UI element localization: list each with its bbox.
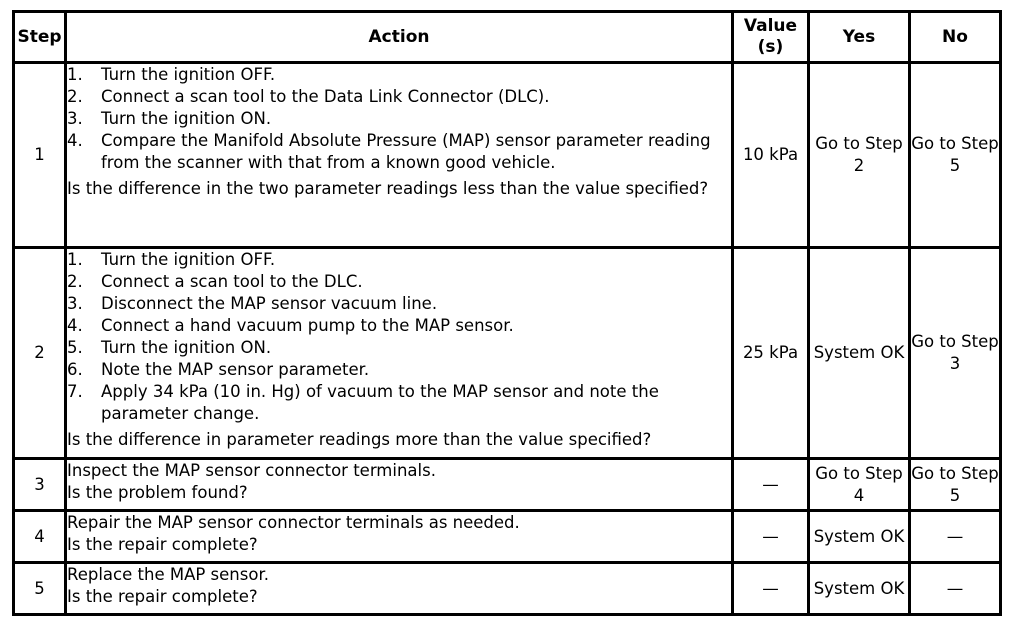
table-row (14, 459, 1001, 511)
action-line: Repair the MAP sensor connector terminals as needed. (67, 513, 520, 532)
value-cell: — (733, 511, 809, 563)
diagnostic-table (12, 10, 1002, 616)
action-cell (66, 563, 733, 615)
action-step: 3. Disconnect the MAP sensor vacuum line. (67, 294, 438, 313)
step-number: 2 (14, 248, 66, 459)
value-cell: 25 kPa (733, 248, 809, 459)
yes-cell: System OK (809, 563, 910, 615)
table-row (14, 563, 1001, 615)
step-number: 4 (14, 511, 66, 563)
action-step: 4. Compare the Manifold Absolute Pressure (MAP) sensor parameter reading from the scanner with that from a known good vehicle. (67, 131, 711, 172)
no-cell: Go to Step 5 (910, 459, 1001, 511)
action-question: Is the difference in the two parameter readings less than the value specified? (67, 179, 709, 198)
action-question: Is the difference in parameter readings more than the value specified? (67, 430, 652, 449)
action-step: 6. Note the MAP sensor parameter. (67, 360, 370, 379)
step-number: 5 (14, 563, 66, 615)
action-step: 2. Connect a scan tool to the Data Link Connector (DLC). (67, 87, 550, 106)
value-cell: — (733, 563, 809, 615)
yes-cell: System OK (809, 511, 910, 563)
header-yes: Yes (809, 12, 910, 63)
no-cell: Go to Step 5 (910, 63, 1001, 248)
value-cell: 10 kPa (733, 63, 809, 248)
table-row (14, 248, 1001, 459)
step-number: 1 (14, 63, 66, 248)
action-step: 5. Turn the ignition ON. (67, 338, 272, 357)
action-step: 7. Apply 34 kPa (10 in. Hg) of vacuum to the MAP sensor and note the parameter change. (67, 382, 659, 423)
action-question: Is the problem found? (67, 483, 248, 502)
action-cell (66, 459, 733, 511)
step-number: 3 (14, 459, 66, 511)
action-step: 2. Connect a scan tool to the DLC. (67, 272, 363, 291)
action-line: Replace the MAP sensor. (67, 565, 269, 584)
no-cell: Go to Step 3 (910, 248, 1001, 459)
value-cell: — (733, 459, 809, 511)
yes-cell: System OK (809, 248, 910, 459)
action-question: Is the repair complete? (67, 587, 258, 606)
no-cell: — (910, 511, 1001, 563)
header-action: Action (66, 12, 733, 63)
action-step: 4. Connect a hand vacuum pump to the MAP sensor. (67, 316, 514, 335)
action-line: Inspect the MAP sensor connector terminals. (67, 461, 436, 480)
action-step: 1. Turn the ignition OFF. (67, 65, 276, 84)
header-row (14, 12, 1001, 63)
no-cell: — (910, 563, 1001, 615)
action-step: 3. Turn the ignition ON. (67, 109, 272, 128)
table-row (14, 63, 1001, 248)
yes-cell: Go to Step 2 (809, 63, 910, 248)
header-no: No (910, 12, 1001, 63)
header-value: Value (s) (733, 12, 809, 63)
action-cell (66, 63, 733, 248)
table-row (14, 511, 1001, 563)
action-cell (66, 248, 733, 459)
action-step: 1. Turn the ignition OFF. (67, 250, 276, 269)
header-step: Step (14, 12, 66, 63)
action-question: Is the repair complete? (67, 535, 258, 554)
yes-cell: Go to Step 4 (809, 459, 910, 511)
action-cell (66, 511, 733, 563)
